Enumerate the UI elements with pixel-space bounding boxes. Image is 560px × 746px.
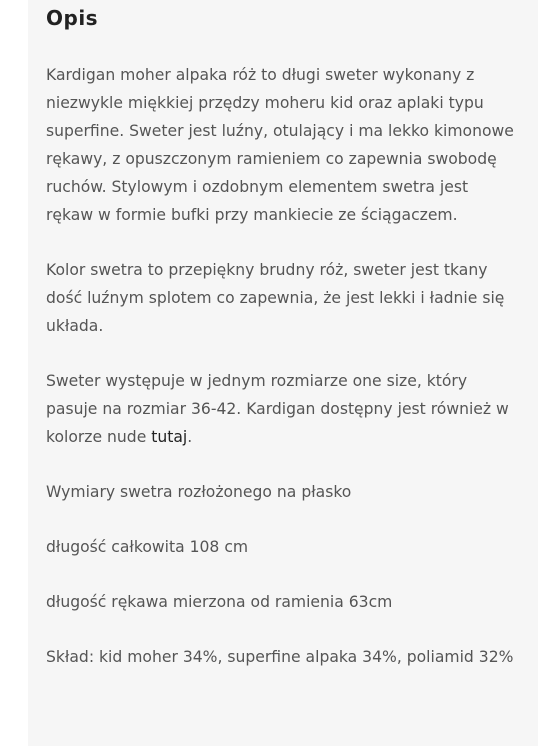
- section-title: Opis: [46, 6, 99, 30]
- dimensions-heading: Wymiary swetra rozłożonego na płasko: [46, 483, 352, 501]
- total-length: długość całkowita 108 cm: [46, 538, 249, 556]
- size-text-end: .: [187, 428, 193, 446]
- composition: Skład: kid moher 34%, superfine alpaka 34%, poliamid 32%: [46, 648, 514, 666]
- nude-variant-link[interactable]: tutaj: [151, 428, 188, 446]
- description-paragraph: Kardigan moher alpaka róż to długi sweter wykonany z niezwykle miękkiej przędzy moheru kid oraz aplaki typu superfine. Sweter jest luźny, otulający i ma lekko kimonowe rękawy, z opuszczonym ramieniem co zapewnia swobodę ruchów. Stylowym i ozdobnym elementem swetra jest rękaw w formie bufki przy mankiecie ze ściągaczem.: [46, 66, 514, 224]
- color-paragraph: Kolor swetra to przepiękny brudny róż, sweter jest tkany dość luźnym splotem co zapewnia, że jest lekki i ładnie się układa.: [46, 261, 505, 335]
- size-text: Sweter występuje w jednym rozmiarze one size, który pasuje na rozmiar 36-42. Kardigan dostępny jest również w kolorze nude: [46, 372, 509, 446]
- description-content: [46, 61, 516, 698]
- sleeve-length: długość rękawa mierzona od ramienia 63cm: [46, 593, 393, 611]
- size-paragraph: [46, 367, 516, 451]
